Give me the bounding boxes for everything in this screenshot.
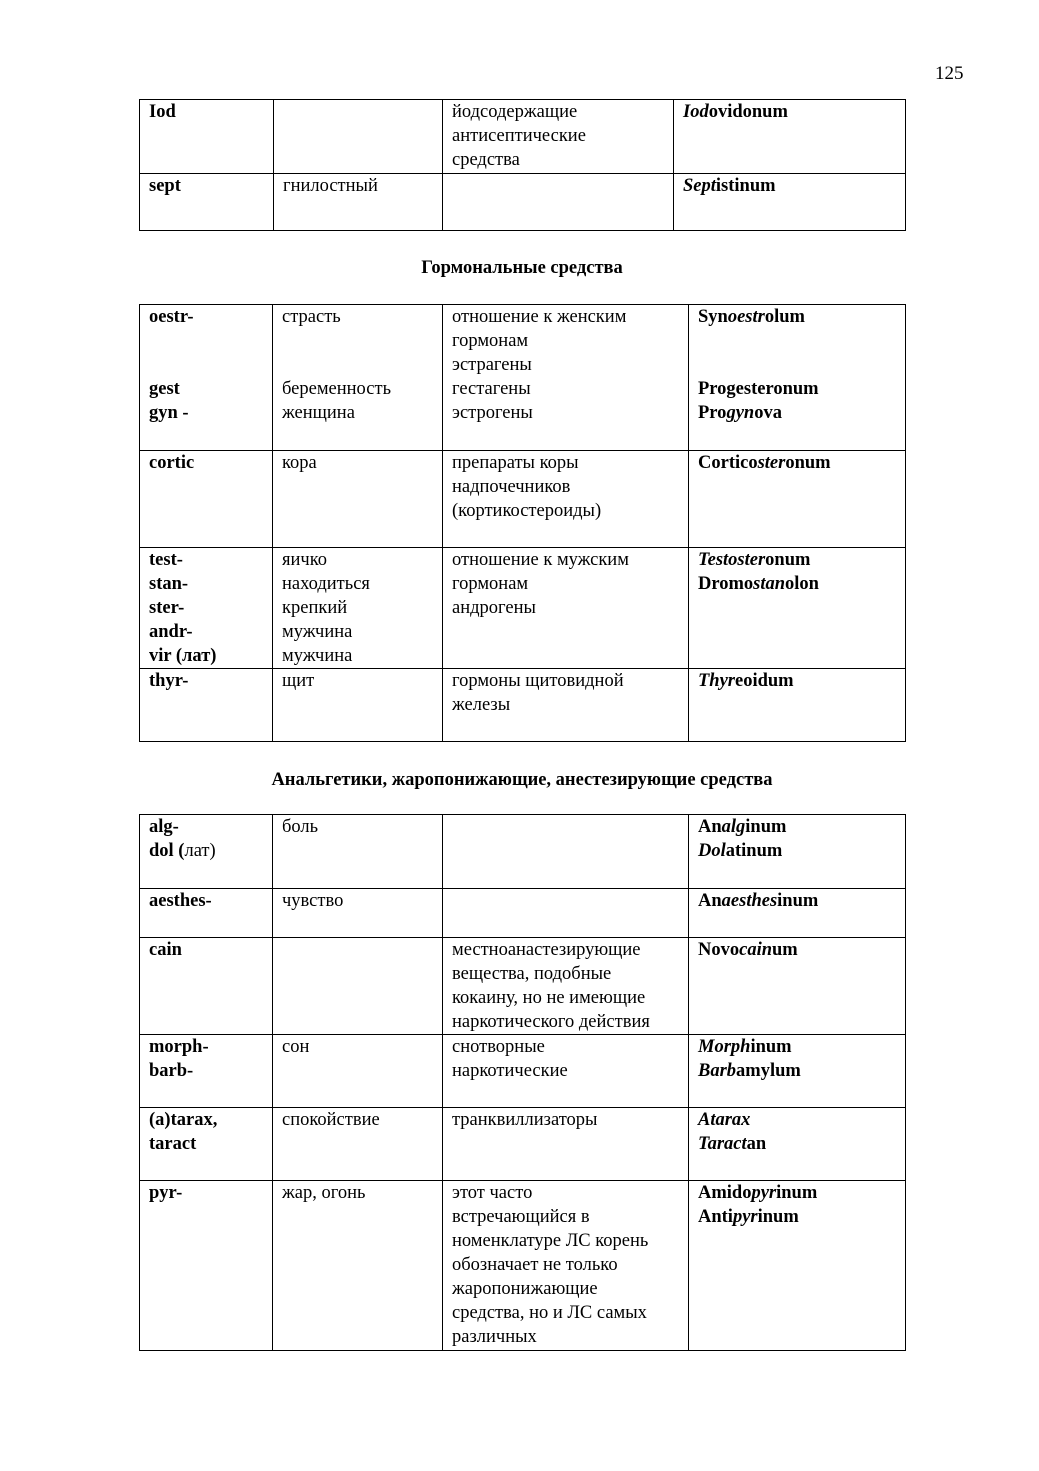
drug-cell: Thyreoidum: [689, 669, 906, 742]
meaning-cell: [273, 938, 443, 1035]
meaning-cell: яичко находиться крепкий мужчина мужчина: [273, 548, 443, 669]
root-cell: pyr-: [140, 1181, 273, 1351]
root-cell: cain: [140, 938, 273, 1035]
root-cell: oestr- gest gyn -: [140, 305, 273, 451]
root-cell: sept: [140, 174, 274, 231]
meaning-cell: чувство: [273, 889, 443, 938]
table-row: [140, 100, 906, 174]
group-cell: [443, 174, 674, 231]
table-row: [140, 1108, 906, 1181]
drug-cell: Synoestrolum Progesteronum Progynova: [689, 305, 906, 451]
group-cell: препараты коры надпочечников (кортикостероиды): [443, 451, 689, 548]
group-cell: гормоны щитовидной железы: [443, 669, 689, 742]
table-row: [140, 669, 906, 742]
meaning-cell: гнилостный: [274, 174, 443, 231]
table-row: [140, 1035, 906, 1108]
drug-cell: Morphinum Barbamylum: [689, 1035, 906, 1108]
table-hormones: [139, 304, 906, 742]
drug-cell: Corticosteronum: [689, 451, 906, 548]
table-row: [140, 815, 906, 889]
meaning-cell: страсть беременность женщина: [273, 305, 443, 451]
table-antiseptics: [139, 99, 906, 231]
drug-cell: Iodovidonum: [674, 100, 906, 174]
table-row: [140, 451, 906, 548]
root-cell: cortic: [140, 451, 273, 548]
group-cell: местноанастезирующие вещества, подобные кокаину, но не имеющие наркотического действия: [443, 938, 689, 1035]
group-cell: снотворные наркотические: [443, 1035, 689, 1108]
root-cell: morph- barb-: [140, 1035, 273, 1108]
meaning-cell: [274, 100, 443, 174]
group-cell: [443, 889, 689, 938]
group-cell: йодсодержащие антисептические средства: [443, 100, 674, 174]
group-cell: транквиллизаторы: [443, 1108, 689, 1181]
table-row: [140, 548, 906, 669]
drug-cell: Novocainum: [689, 938, 906, 1035]
drug-cell: Septistinum: [674, 174, 906, 231]
meaning-cell: боль: [273, 815, 443, 889]
table-analgesics: [139, 814, 906, 1351]
section-heading-analgesics: Анальгетики, жаропонижающие, анестезирующие средства: [271, 770, 773, 790]
root-cell: Iod: [140, 100, 274, 174]
table-row: [140, 174, 906, 231]
drug-cell: Analginum Dolatinum: [689, 815, 906, 889]
group-cell: [443, 815, 689, 889]
drug-cell: Atarax Taractan: [689, 1108, 906, 1181]
group-cell: этот часто встречающийся в номенклатуре ЛС корень обозначает не только жаропонижающие средства, но и ЛС самых различных: [443, 1181, 689, 1351]
root-cell: (a)tarax, taract: [140, 1108, 273, 1181]
page-number: 125: [935, 63, 964, 84]
drug-cell: Anaesthesinum: [689, 889, 906, 938]
group-cell: отношение к мужским гормонам андрогены: [443, 548, 689, 669]
drug-cell: Testosteronum Dromostanolon: [689, 548, 906, 669]
root-cell: alg- dol (лат): [140, 815, 273, 889]
drug-cell: Amidopyrinum Antipyrinum: [689, 1181, 906, 1351]
meaning-cell: жар, огонь: [273, 1181, 443, 1351]
table-row: [140, 1181, 906, 1351]
meaning-cell: сон: [273, 1035, 443, 1108]
meaning-cell: спокойствие: [273, 1108, 443, 1181]
meaning-cell: щит: [273, 669, 443, 742]
meaning-cell: кора: [273, 451, 443, 548]
table-row: [140, 305, 906, 451]
section-heading-hormonal: Гормональные средства: [421, 258, 623, 278]
root-cell: thyr-: [140, 669, 273, 742]
group-cell: отношение к женским гормонам эстрагены гестагены эстрогены: [443, 305, 689, 451]
root-cell: test- stan- ster- andr- vir (лат): [140, 548, 273, 669]
table-row: [140, 938, 906, 1035]
root-cell: aesthes-: [140, 889, 273, 938]
table-row: [140, 889, 906, 938]
